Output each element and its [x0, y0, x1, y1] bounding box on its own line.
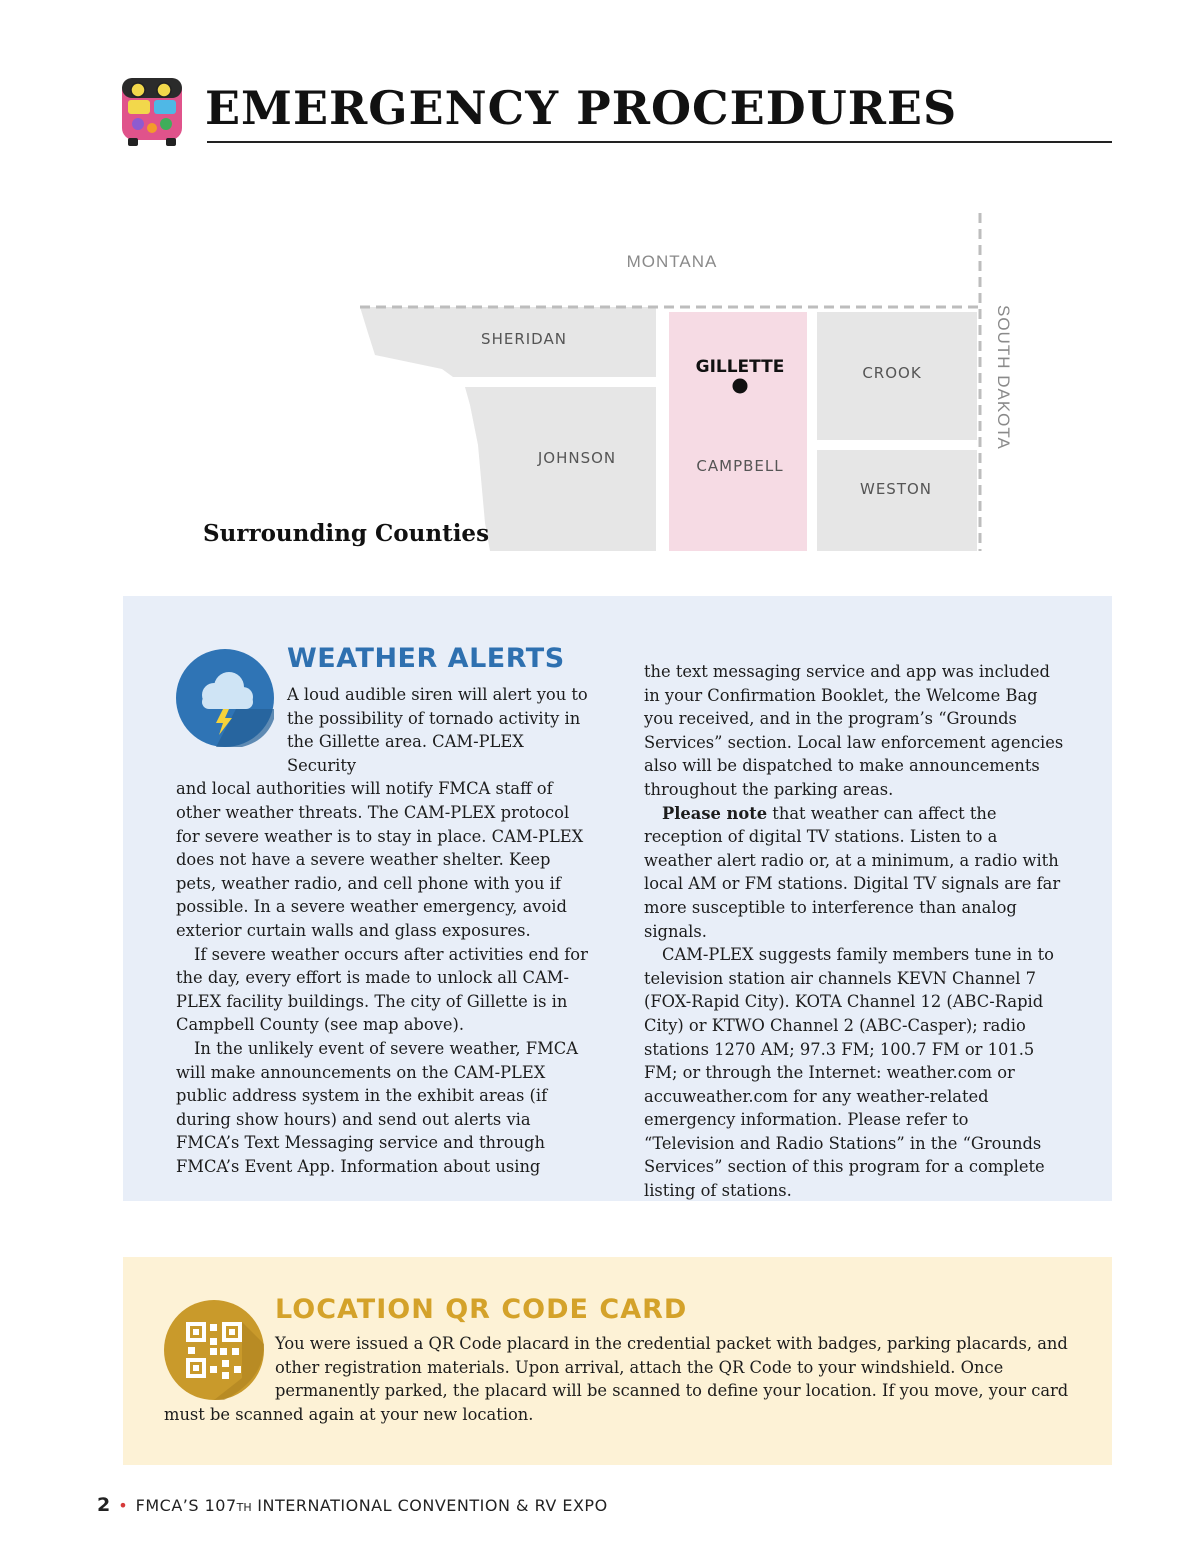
county-map — [330, 205, 1050, 565]
qr-code-card-text — [164, 1332, 1069, 1426]
footer-publication-a: FMCA’S 107 — [135, 1496, 237, 1515]
bus-logo-icon — [118, 72, 186, 148]
qr-paragraph-rest: must be scanned again at your new location. — [164, 1404, 534, 1424]
weather-alerts-title: WEATHER ALERTS — [287, 643, 565, 674]
map-caption: Surrounding Counties — [203, 520, 490, 547]
map-label-sheridan: SHERIDAN — [481, 330, 567, 348]
weather-paragraph-6: CAM-PLEX suggests family members tune in to television station air channels KEVN Channel 7 (FOX-Rapid City). KOTA Channel 12 (ABC-Rapid City) or KTWO Channel 2 (ABC-Casper); radio stations 1270 AM; 97.3 FM; 100.7 FM or 101.5 FM; or through the Internet: weather.com or accuweather.com for any weather-related emergency information. Please refer to “Television and Radio Stations” in the “Grounds Services” section of this program for a complete listing of stations. — [644, 945, 1054, 1201]
page-number: 2 — [97, 1494, 111, 1516]
map-label-campbell: CAMPBELL — [696, 457, 784, 475]
weather-please-note: Please note — [662, 803, 768, 823]
weather-paragraph-1-lead: A loud audible siren will alert you to the possibility of tornado activity in the Gillette area. CAM-PLEX Security — [287, 685, 588, 775]
weather-paragraph-1-rest: and local authorities will notify FMCA staff of other weather threats. The CAM-PLEX protocol for severe weather is to stay in place. CAM-PLEX does not have a severe weather shelter. Keep pets, weather radio, and cell phone with you if possible. In a severe weather emergency, avoid exterior curtain walls and glass exposures. — [176, 779, 584, 940]
weather-paragraph-3: In the unlikely event of severe weather, FMCA will make announcements on the CAM-PLEX public address system in the exhibit areas (if during show hours) and send out alerts via FMCA’s Text Messaging service and through FMCA’s Event App. Information about using — [176, 1038, 578, 1176]
title-underline — [207, 141, 1112, 143]
page-title: EMERGENCY PROCEDURES — [205, 81, 958, 135]
map-label-south-dakota: SOUTH DAKOTA — [994, 305, 1013, 450]
footer-ordinal: TH — [236, 1501, 252, 1514]
map-city-marker — [733, 379, 748, 394]
map-county-johnson — [465, 387, 656, 551]
weather-column-left — [176, 683, 594, 1178]
footer-bullet: • — [118, 1496, 128, 1515]
map-label-johnson: JOHNSON — [537, 449, 617, 467]
map-label-weston: WESTON — [859, 480, 933, 498]
qr-code-card-title: LOCATION QR CODE CARD — [275, 1294, 688, 1325]
weather-column-right — [644, 660, 1064, 1203]
map-label-crook: CROOK — [862, 364, 922, 382]
weather-paragraph-5: that weather can affect the reception of digital TV stations. Listen to a weather alert radio or, at a minimum, a radio with local AM or FM stations. Digital TV signals are far more susceptible to interference than analog signals. — [644, 803, 1061, 941]
page-footer — [97, 1494, 608, 1516]
map-label-gillette: GILLETTE — [695, 357, 785, 377]
map-county-campbell — [669, 312, 807, 551]
weather-paragraph-4: the text messaging service and app was included in your Confirmation Booklet, the Welcome Bag you received, and in the program’s “Grounds Services” section. Local law enforcement agencies also will be dispatched to make announcements throughout the parking areas. — [644, 662, 1064, 799]
map-label-montana: MONTANA — [626, 252, 718, 271]
weather-paragraph-2: If severe weather occurs after activities end for the day, every effort is made to unlock all CAM-PLEX facility buildings. The city of Gillette is in Campbell County (see map above). — [176, 944, 588, 1035]
qr-paragraph-lead: You were issued a QR Code placard in the credential packet with badges, parking placards, and other registration materials. Upon arrival, attach the QR Code to your windshield. Once permanently parked, the placard will be scanned to define your location. If you move, your card — [275, 1334, 1069, 1401]
map-county-weston — [817, 450, 977, 551]
footer-publication-b: INTERNATIONAL CONVENTION & RV EXPO — [251, 1496, 608, 1515]
